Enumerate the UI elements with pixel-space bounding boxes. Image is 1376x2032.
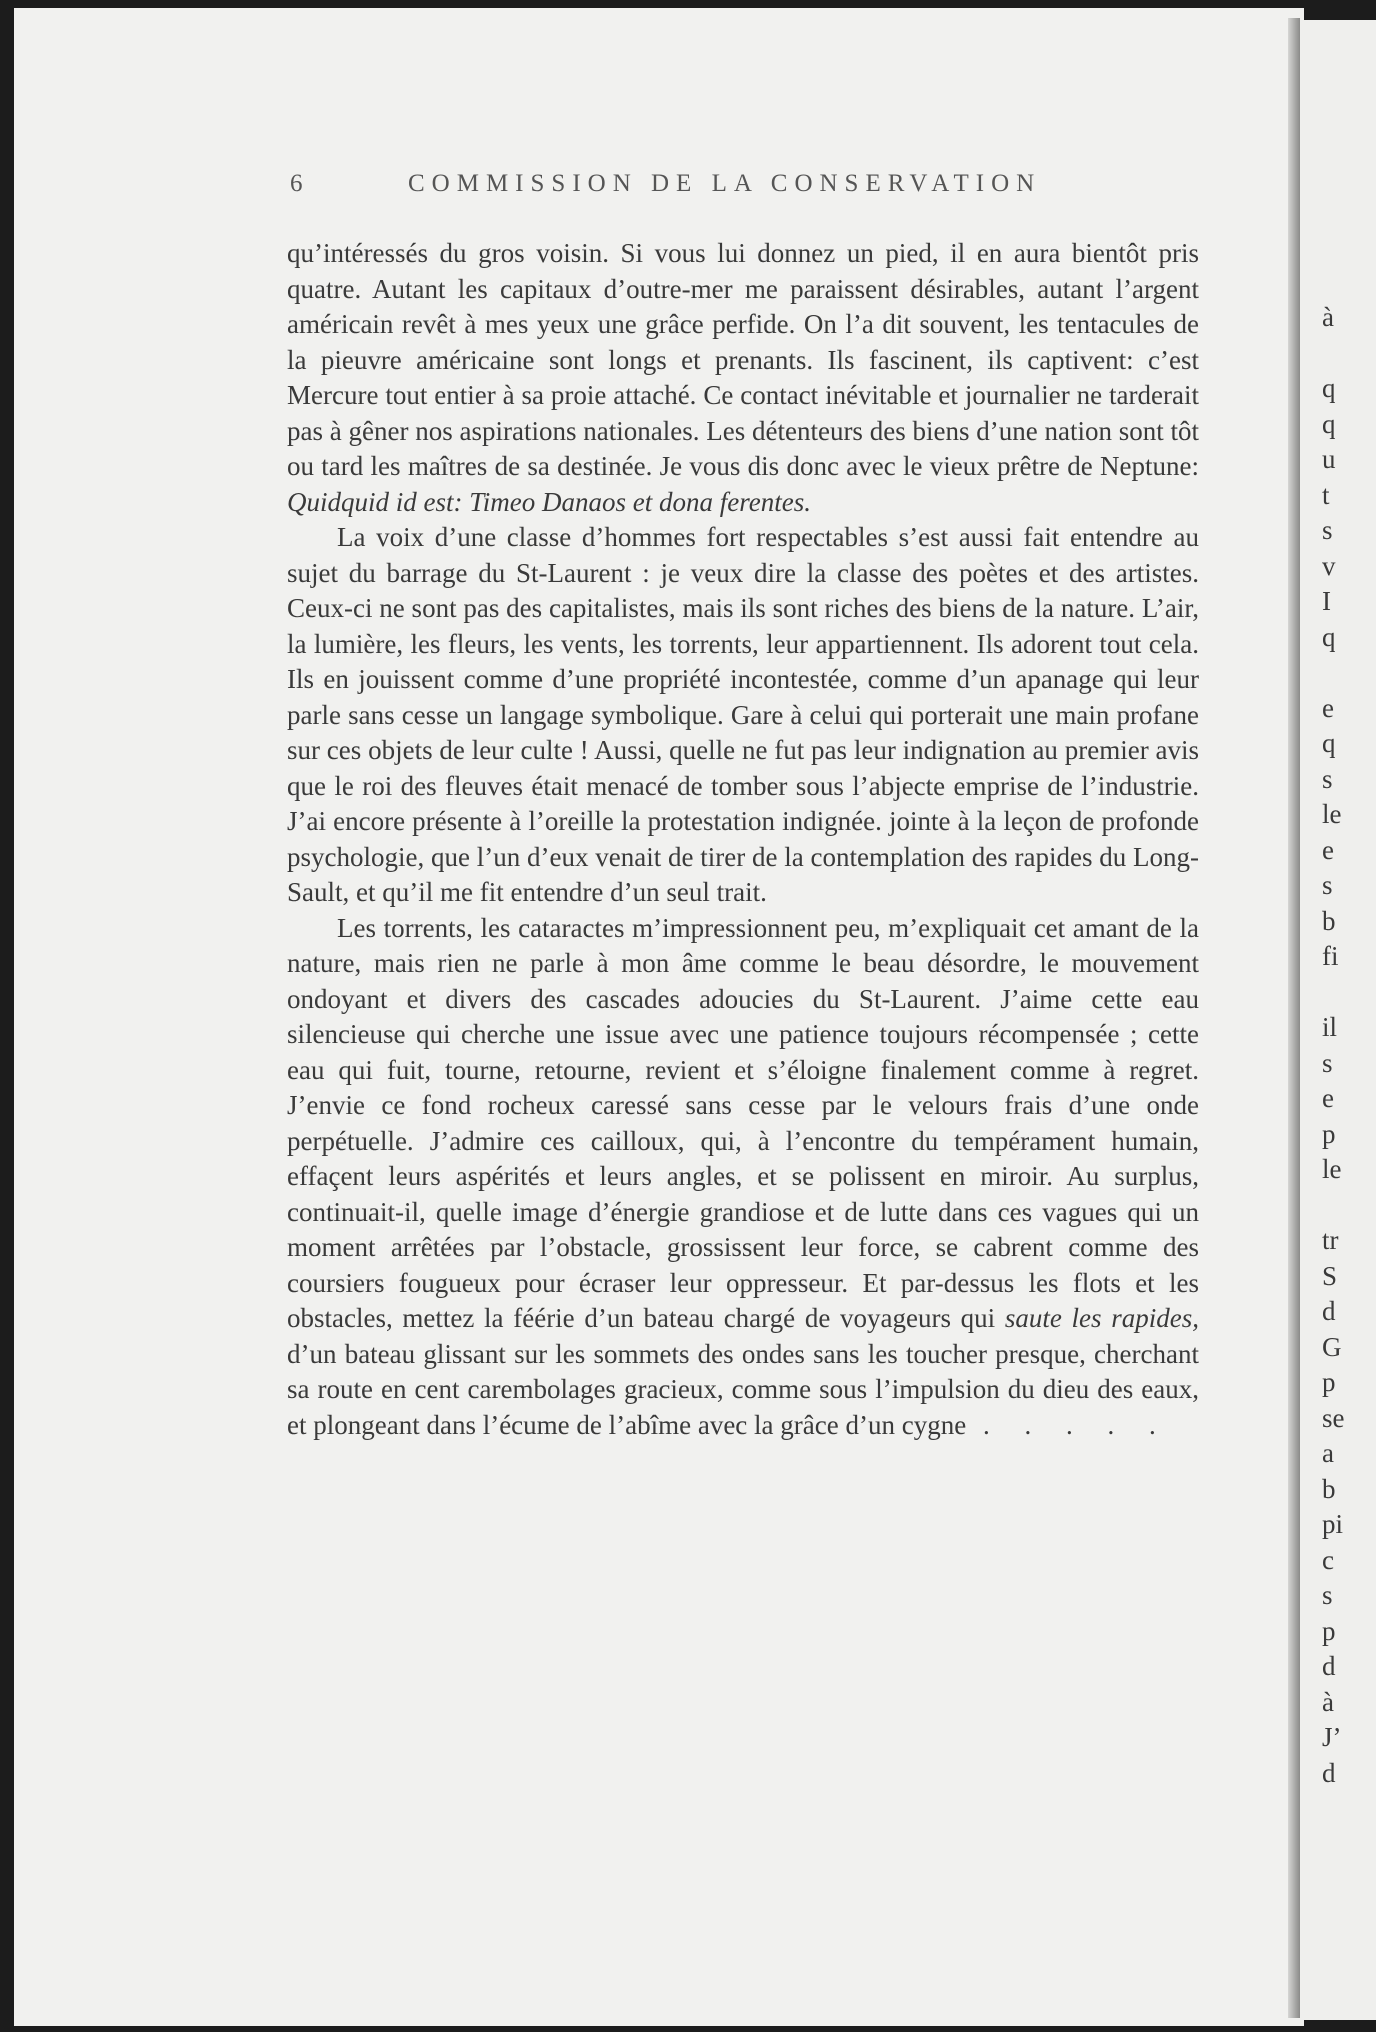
- facing-page-fragment: q: [1322, 408, 1336, 439]
- facing-page-fragment: b: [1322, 1473, 1336, 1504]
- latin-quote: Quidquid id est: Timeo Danaos et dona ferentes.: [287, 486, 811, 517]
- paragraph-3-italic: saute les rapides,: [1004, 1303, 1199, 1333]
- facing-page-fragment: s: [1322, 515, 1333, 545]
- paragraph-3-text-a: Les torrents, les cataractes m’impressionnent peu, m’expliquait cet amant de la nature, mais rien ne parle à mon âme comme le beau désordre, le mouvement ondoyant et divers des cascades adoucies du St-Laurent. J’aime cette eau silencieuse qui cherche une issue avec une patience toujours récompensée ; cette eau qui fuit, tourne, retourne, revient et s’éloigne finalement comme à regret. J’envie ce fond rocheux caressé sans cesse par le velours frais d’une onde perpétuelle. J’admire ces cailloux, qui, à l’encontre du tempérament humain, effaçent leurs aspérités et leurs angles, et se polissent en miroir. Au surplus, continuait-il, quelle image d’énergie grandiose et de lutte dans ces vagues qui un moment arrêtées par l’obstacle, grossissent leur force, se cabrent comme des coursiers fougueux pour écraser leur oppresseur. Et par-dessus les flots et les obstacles, mettez la féérie d’un bateau chargé de voyageurs qui: [287, 912, 1199, 1333]
- facing-page-fragment: tr: [1322, 1225, 1339, 1255]
- running-title: COMMISSION DE LA CONSERVATION: [408, 170, 1042, 197]
- page-header: [290, 170, 1190, 210]
- facing-page-fragment: S: [1322, 1260, 1338, 1291]
- facing-page-fragment: pi: [1322, 1509, 1344, 1539]
- facing-page-fragment: I: [1322, 586, 1331, 616]
- page-gutter: [1288, 18, 1300, 2018]
- body-text: [287, 236, 1199, 1443]
- paragraph-2: La voix d’une classe d’hommes fort respectables s’est aussi fait entendre au sujet du barrage du St-Laurent : je veux dire la classe des poètes et des artistes. Ceux-ci ne sont pas des capitalistes, mais ils sont riches des biens de la nature. L’air, la lumière, les fleurs, les vents, les torrents, leur appartiennent. Ils adorent tout cela. Ils en jouissent comme d’une propriété incontestée, comme d’un apanage qui leur parle sans cesse un langage symbolique. Gare à celui qui porterait une main profane sur ces objets de leur culte ! Aussi, quelle ne fut pas leur indignation au premier avis que le roi des fleuves était menacé de tomber sous l’abjecte emprise de l’industrie. J’ai encore présente à l’oreille la protestation indignée. jointe à la leçon de profonde psychologie, que l’un d’eux venait de tirer de la contemplation des rapides du Long-Sault, et qu’il me fit entendre d’un seul trait.: [287, 522, 1199, 907]
- facing-page-fragment: fi: [1322, 941, 1339, 971]
- facing-page-fragment: à: [1322, 302, 1334, 332]
- facing-page-fragment: à: [1322, 1686, 1334, 1717]
- ellipsis-dots: . . . . .: [982, 1409, 1170, 1440]
- facing-page-fragment: e: [1322, 692, 1334, 723]
- facing-page-fragment: q: [1322, 621, 1336, 652]
- facing-page-fragment: e: [1322, 834, 1334, 865]
- facing-page-fragment: p: [1322, 1367, 1336, 1397]
- facing-page-fragment: q: [1322, 728, 1336, 758]
- facing-page-fragment: s: [1322, 870, 1333, 900]
- facing-page-fragment: p: [1322, 1118, 1336, 1149]
- facing-page-fragment: J’: [1322, 1722, 1342, 1752]
- facing-page-fragment: s: [1322, 1580, 1333, 1610]
- facing-page-fragment: a: [1322, 1438, 1334, 1468]
- facing-page-fragment: b: [1322, 905, 1336, 936]
- facing-page-fragment: d: [1322, 1651, 1336, 1681]
- facing-page-fragment: p: [1322, 1615, 1336, 1646]
- facing-page-fragment: v: [1322, 550, 1336, 581]
- facing-page-fragment: c: [1322, 1544, 1334, 1575]
- paragraph-1-text: qu’intéressés du gros voisin. Si vous lui donnez un pied, il en aura bientôt pris quatre. Autant les capitaux d’outre-mer me paraissent désirables, autant l’argent américain revêt à mes yeux une grâce perfide. On l’a dit souvent, les tentacules de la pieuvre américaine sont longs et prenants. Ils fascinent, ils captivent: c’est Mercure tout entier à sa proie attaché. Ce contact inévitable et journalier ne tarderait pas à gêner nos aspirations nationales. Les détenteurs des biens d’une nation sont tôt ou tard les maîtres de sa destinée. Je vous dis donc avec le vieux prêtre de Neptune:: [287, 238, 1199, 481]
- facing-page-fragment: il: [1322, 1012, 1338, 1042]
- facing-page-fragment: d: [1322, 1757, 1336, 1788]
- facing-page-fragment: se: [1322, 1402, 1345, 1433]
- facing-page-fragment: q: [1322, 373, 1336, 403]
- facing-page-fragment: t: [1322, 479, 1330, 510]
- facing-page-fragment: le: [1322, 1154, 1342, 1184]
- facing-page-fragment: le: [1322, 799, 1342, 829]
- paragraph-3-text-b: d’un bateau glissant sur les sommets des ondes sans les toucher presque, cherchant sa route en cent carembolages gracieux, comme sous l’impulsion du dieu des eaux, et plongeant dans l’écume de l’abîme avec la grâce d’un cygne: [287, 1338, 1199, 1440]
- facing-page-edge: [1300, 20, 1376, 2020]
- paragraph-1: [287, 236, 1199, 520]
- facing-page-fragment: e: [1322, 1083, 1334, 1113]
- facing-page-fragment: s: [1322, 763, 1333, 794]
- paragraph-3: [287, 911, 1199, 1444]
- facing-page-fragment: d: [1322, 1296, 1336, 1326]
- page-number: 6: [290, 170, 303, 197]
- facing-page-fragment: u: [1322, 444, 1336, 474]
- facing-page-fragment: s: [1322, 1047, 1333, 1078]
- facing-page-fragment: G: [1322, 1331, 1342, 1362]
